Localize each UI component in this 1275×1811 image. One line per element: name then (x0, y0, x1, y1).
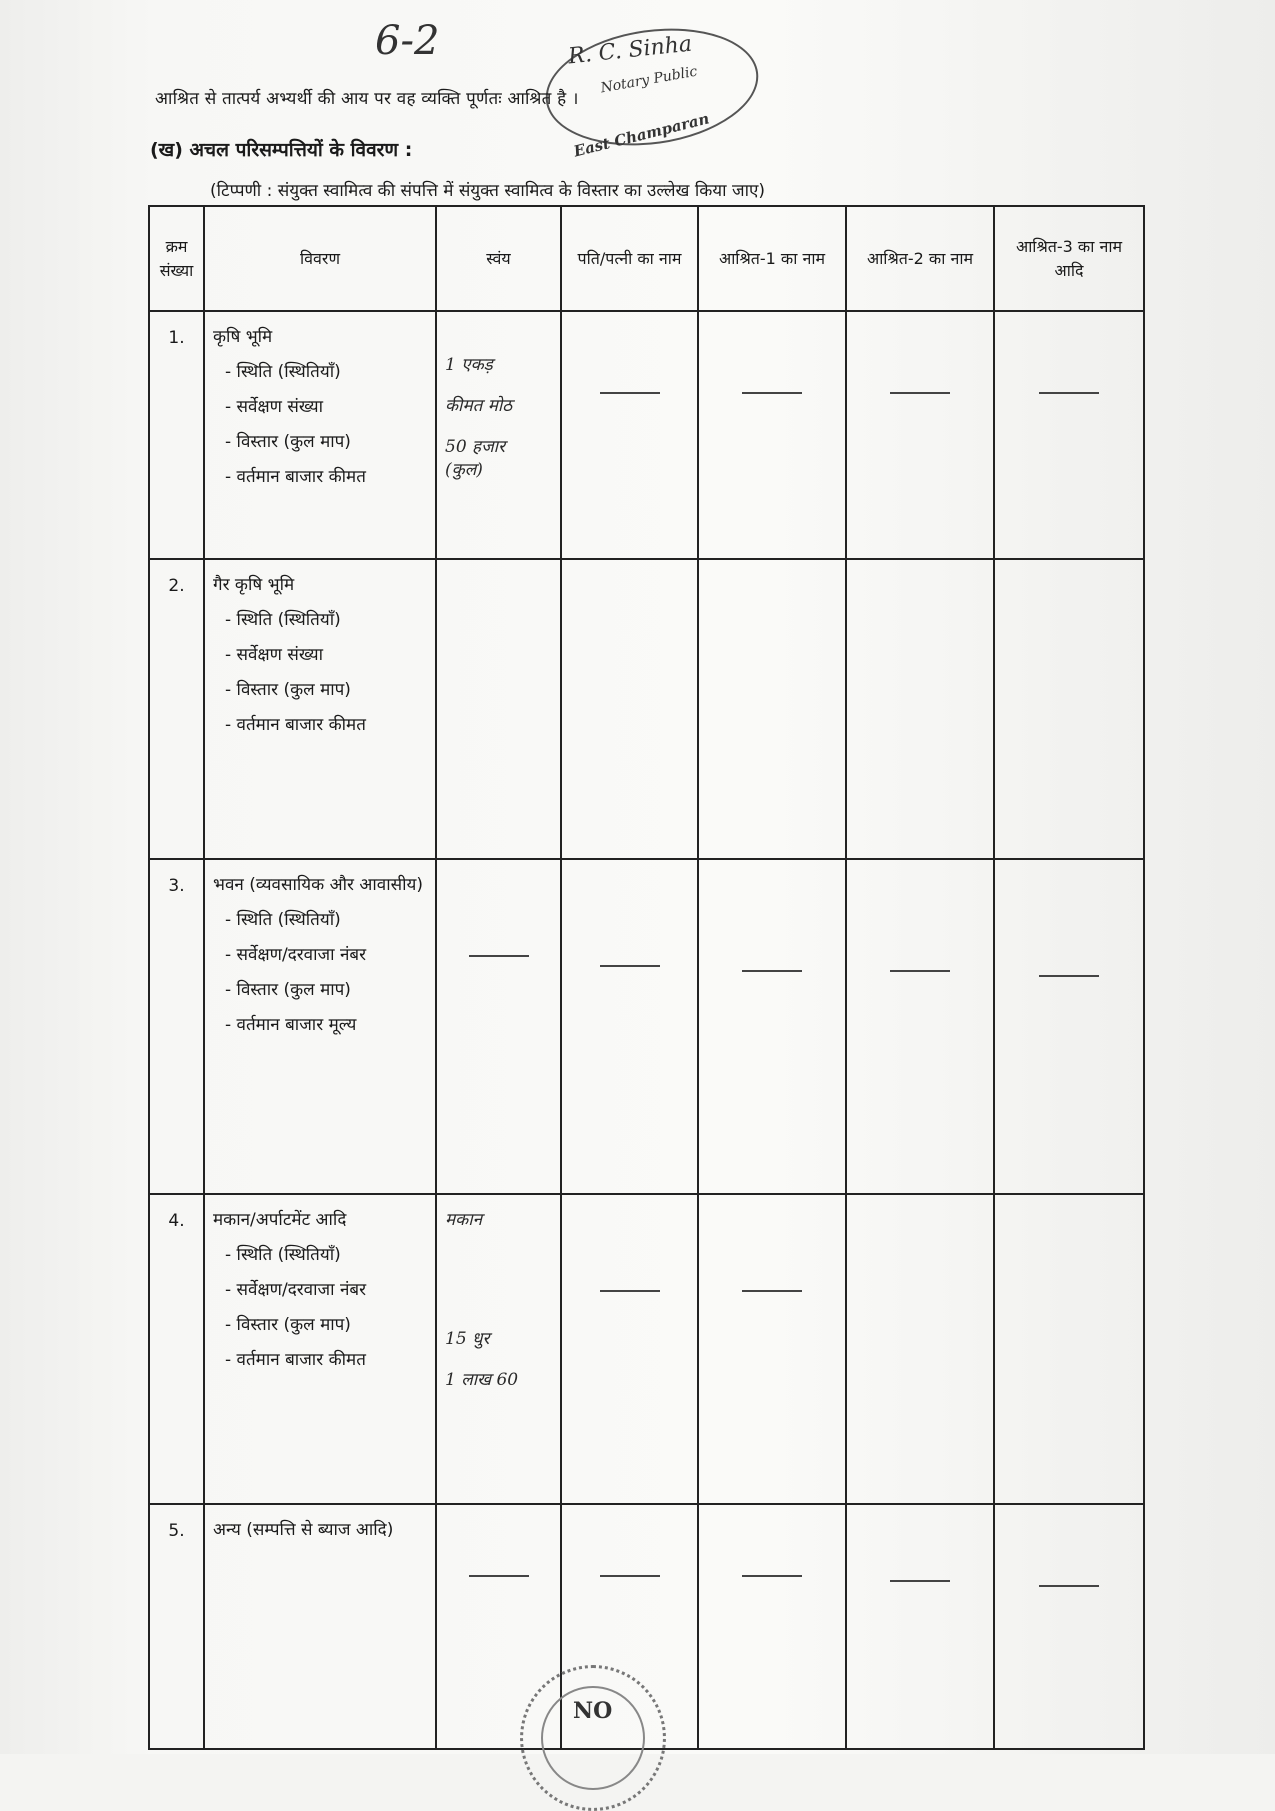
self-cell (436, 1194, 561, 1504)
row-item: - स्थिति (स्थितियाँ) (225, 1244, 341, 1265)
handwritten-signature: R. C. Sinha (567, 31, 694, 70)
dependent-2-cell (846, 559, 994, 859)
header-serial: क्रम संख्या (149, 206, 204, 311)
dependent-3-cell (994, 1194, 1144, 1504)
header-self: स्वंय (436, 206, 561, 311)
row-item: - विस्तार (कुल माप) (225, 431, 351, 452)
handwritten-entry: 1 एकड़ (445, 355, 493, 375)
self-cell (436, 311, 561, 559)
row-description (204, 859, 436, 1194)
dependent-3-cell (994, 859, 1144, 1194)
self-cell (436, 559, 561, 859)
header-dependent-3: आश्रित-3 का नाम आदि (994, 206, 1144, 311)
handwritten-entry: 1 लाख 60 (445, 1370, 519, 1390)
header-dependent-2: आश्रित-2 का नाम (846, 206, 994, 311)
handwritten-entry: 50 हजार (445, 437, 506, 457)
row-item: - स्थिति (स्थितियाँ) (225, 609, 341, 630)
dependent-1-cell (698, 859, 846, 1194)
handwritten-entry: मकान (445, 1210, 483, 1230)
spouse-cell (561, 1194, 698, 1504)
blank-dash (600, 1575, 660, 1577)
blank-dash (742, 392, 802, 394)
row-item: - वर्तमान बाजार कीमत (225, 1349, 366, 1370)
row-item: - सर्वेक्षण संख्या (225, 644, 324, 665)
dependent-3-cell (994, 311, 1144, 559)
dependent-1-cell (698, 1194, 846, 1504)
table-row (149, 1194, 1144, 1504)
dependent-2-cell (846, 1504, 994, 1749)
row-item: - सर्वेक्षण/दरवाजा नंबर (225, 1279, 367, 1300)
blank-dash (890, 970, 950, 972)
table-row (149, 311, 1144, 559)
blank-dash (600, 965, 660, 967)
row-description (204, 311, 436, 559)
notary-seal-text: NO (573, 1698, 613, 1724)
row-title: मकान/अर्पाटमेंट आदि (213, 1210, 347, 1230)
row-item: - वर्तमान बाजार कीमत (225, 466, 366, 487)
handwritten-entry: कीमत मोठ (445, 396, 513, 416)
blank-dash (742, 970, 802, 972)
row-serial: 2. (149, 559, 204, 859)
blank-dash (1039, 975, 1099, 977)
row-description (204, 1194, 436, 1504)
blank-dash (742, 1290, 802, 1292)
spouse-cell (561, 559, 698, 859)
spouse-cell (561, 859, 698, 1194)
self-cell (436, 859, 561, 1194)
row-item: - सर्वेक्षण/दरवाजा नंबर (225, 944, 367, 965)
dependent-2-cell (846, 311, 994, 559)
table-row (149, 859, 1144, 1194)
notary-stamp-line-1: Notary Public (599, 63, 699, 97)
blank-dash (600, 392, 660, 394)
row-serial: 1. (149, 311, 204, 559)
blank-dash (469, 955, 529, 957)
row-serial: 5. (149, 1504, 204, 1749)
blank-dash (1039, 392, 1099, 394)
notary-stamp-line-2: East Champaran (571, 109, 712, 161)
blank-dash (600, 1290, 660, 1292)
row-item: - वर्तमान बाजार मूल्य (225, 1014, 357, 1035)
blank-dash (469, 1575, 529, 1577)
row-title: भवन (व्यवसायिक और आवासीय) (213, 875, 423, 895)
row-item: - विस्तार (कुल माप) (225, 679, 351, 700)
blank-dash (1039, 1585, 1099, 1587)
handwritten-entry: (कुल) (445, 460, 483, 480)
row-item: - विस्तार (कुल माप) (225, 1314, 351, 1335)
row-serial: 3. (149, 859, 204, 1194)
dependent-1-cell (698, 1504, 846, 1749)
dependent-3-cell (994, 1504, 1144, 1749)
dependent-2-cell (846, 859, 994, 1194)
row-item: - स्थिति (स्थितियाँ) (225, 361, 341, 382)
row-item: - विस्तार (कुल माप) (225, 979, 351, 1000)
section-title: (ख) अचल परिसम्पत्तियों के विवरण : (150, 139, 413, 161)
dependent-1-cell (698, 559, 846, 859)
handwritten-entry: 15 धुर (445, 1329, 490, 1349)
header-dependent-1: आश्रित-1 का नाम (698, 206, 846, 311)
row-title: गैर कृषि भूमि (213, 575, 295, 595)
spouse-cell (561, 311, 698, 559)
row-item: - वर्तमान बाजार कीमत (225, 714, 366, 735)
row-serial: 4. (149, 1194, 204, 1504)
row-description (204, 1504, 436, 1749)
blank-dash (890, 1580, 950, 1582)
row-title: कृषि भूमि (213, 327, 273, 347)
section-note: (टिप्पणी : संयुक्त स्वामित्व की संपत्ति में संयुक्त स्वामित्व के विस्तार का उल्लेख किया जाए) (210, 181, 766, 201)
header-description: विवरण (204, 206, 436, 311)
dependent-2-cell (846, 1194, 994, 1504)
row-description (204, 559, 436, 859)
header-spouse: पति/पत्नी का नाम (561, 206, 698, 311)
row-item: - सर्वेक्षण संख्या (225, 396, 324, 417)
blank-dash (742, 1575, 802, 1577)
dependent-1-cell (698, 311, 846, 559)
row-item: - स्थिति (स्थितियाँ) (225, 909, 341, 930)
blank-dash (890, 392, 950, 394)
table-row (149, 559, 1144, 859)
dependent-definition-line: आश्रित से तात्पर्य अभ्यर्थी की आय पर वह व्यक्ति पूर्णतः आश्रित है । (155, 89, 579, 109)
immovable-assets-table (148, 205, 1145, 1750)
handwritten-top-mark: 6-2 (375, 18, 440, 64)
row-title: अन्य (सम्पत्ति से ब्याज आदि) (213, 1520, 394, 1540)
dependent-3-cell (994, 559, 1144, 859)
table-header-row (149, 206, 1144, 311)
notary-seal (520, 1665, 666, 1811)
